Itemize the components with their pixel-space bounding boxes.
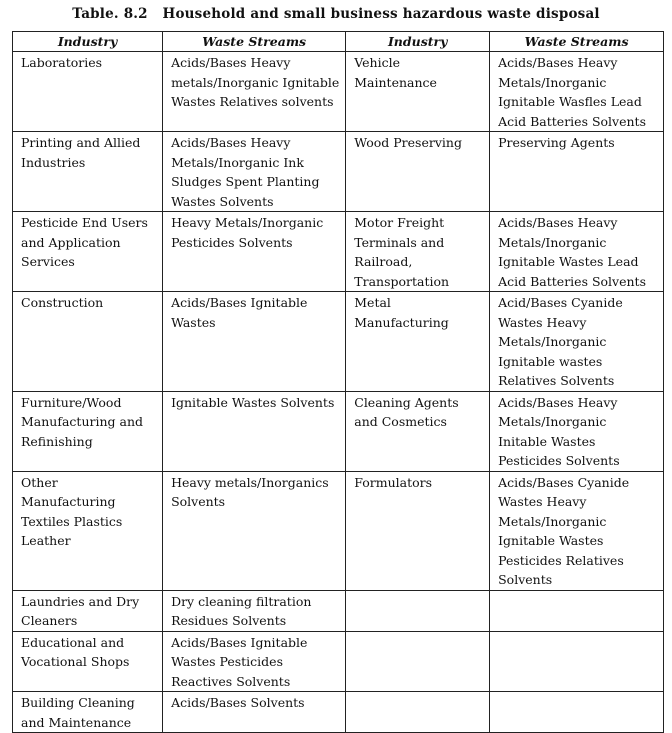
waste-left-cell: Dry cleaning filtration Residues Solvents — [163, 590, 346, 631]
industry-left-cell: Construction — [13, 292, 163, 392]
industry-left-cell: Educational and Vocational Shops — [13, 631, 163, 692]
industry-left-cell: Other Manufacturing Textiles Plastics Leather — [13, 471, 163, 590]
table-caption — [0, 0, 672, 24]
waste-left-cell: Acids/Bases Solvents — [163, 692, 346, 733]
industry-right-cell: Vehicle Maintenance — [346, 52, 490, 132]
table-row — [13, 471, 664, 590]
table-row — [13, 391, 664, 471]
industry-left-cell: Laundries and Dry Cleaners — [13, 590, 163, 631]
header-waste-streams-left: Waste Streams — [163, 32, 346, 52]
industry-right-cell: Motor Freight Terminals and Railroad, Transportation — [346, 212, 490, 292]
industry-right-cell — [346, 692, 490, 733]
table-row — [13, 132, 664, 212]
waste-right-cell: Acid/Bases Cyanide Wastes Heavy Metals/Inorganic Ignitable wastes Relatives Solvents — [490, 292, 664, 392]
waste-right-cell: Preserving Agents — [490, 132, 664, 212]
table-row — [13, 631, 664, 692]
waste-right-cell: Acids/Bases Heavy Metals/Inorganic Ignitable Wasfles Lead Acid Batteries Solvents — [490, 52, 664, 132]
header-industry-right: Industry — [346, 32, 490, 52]
table-row — [13, 292, 664, 392]
industry-left-cell: Laboratories — [13, 52, 163, 132]
industry-right-cell: Metal Manufacturing — [346, 292, 490, 392]
industry-right-cell: Cleaning Agents and Cosmetics — [346, 391, 490, 471]
table-row — [13, 52, 664, 132]
header-industry-left: Industry — [13, 32, 163, 52]
table-row — [13, 590, 664, 631]
waste-right-cell — [490, 590, 664, 631]
waste-left-cell: Acids/Bases Heavy metals/Inorganic Ignitable Wastes Relatives solvents — [163, 52, 346, 132]
waste-left-cell: Heavy metals/Inorganics Solvents — [163, 471, 346, 590]
waste-right-cell: Acids/Bases Heavy Metals/Inorganic Initable Wastes Pesticides Solvents — [490, 391, 664, 471]
table-row — [13, 212, 664, 292]
waste-right-cell: Acids/Bases Heavy Metals/Inorganic Ignitable Wastes Lead Acid Batteries Solvents — [490, 212, 664, 292]
header-row — [13, 32, 664, 52]
table-label: Table. 8.2 — [72, 6, 148, 22]
waste-left-cell: Acids/Bases Ignitable Wastes Pesticides Reactives Solvents — [163, 631, 346, 692]
waste-left-cell: Heavy Metals/Inorganic Pesticides Solvents — [163, 212, 346, 292]
waste-left-cell: Acids/Bases Ignitable Wastes — [163, 292, 346, 392]
waste-right-cell — [490, 692, 664, 733]
industry-right-cell: Wood Preserving — [346, 132, 490, 212]
industry-left-cell: Printing and Allied Industries — [13, 132, 163, 212]
industry-right-cell: Formulators — [346, 471, 490, 590]
table-row — [13, 692, 664, 733]
industry-left-cell: Furniture/Wood Manufacturing and Refinishing — [13, 391, 163, 471]
industry-left-cell: Pesticide End Users and Application Services — [13, 212, 163, 292]
waste-right-cell: Acids/Bases Cyanide Wastes Heavy Metals/Inorganic Ignitable Wastes Pesticides Relatives Solvents — [490, 471, 664, 590]
waste-left-cell: Ignitable Wastes Solvents — [163, 391, 346, 471]
hazardous-waste-table — [12, 31, 664, 733]
waste-right-cell — [490, 631, 664, 692]
header-waste-streams-right: Waste Streams — [490, 32, 664, 52]
industry-right-cell — [346, 631, 490, 692]
waste-left-cell: Acids/Bases Heavy Metals/Inorganic Ink Sludges Spent Planting Wastes Solvents — [163, 132, 346, 212]
industry-left-cell: Building Cleaning and Maintenance — [13, 692, 163, 733]
table-title: Household and small business hazardous waste disposal — [162, 6, 600, 22]
industry-right-cell — [346, 590, 490, 631]
